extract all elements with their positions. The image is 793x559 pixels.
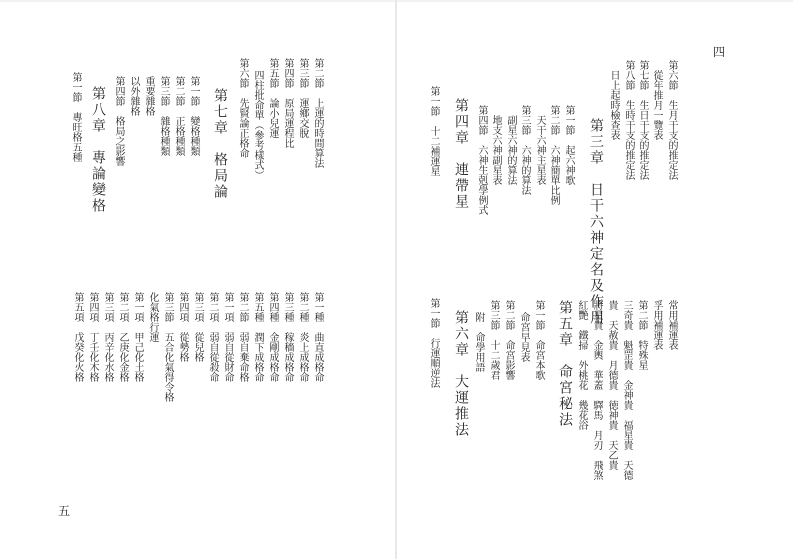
toc-entry: 常用補運表 [666, 300, 677, 350]
toc-entry: 第一項 弱自從財命 [222, 292, 233, 382]
toc-entry: 第五節 論小兒運 [267, 58, 278, 138]
toc-entry: 第三節 運鄉交脫 [297, 58, 308, 138]
toc-entry: 第四節 六神生剋學例式 [476, 105, 487, 215]
toc-entry: 第一節 變格種類 [188, 76, 199, 156]
toc-entry: 第一節 命宮本歌 [533, 300, 544, 380]
toc-entry: 附 命學用語 [473, 312, 484, 372]
toc-entry: 天干六神主星表 [534, 115, 545, 185]
toc-entry: 第二節 特殊星 [636, 300, 647, 370]
toc-entry: 地支六神副星表 [490, 115, 501, 185]
toc-entry: 第三節 十二歲君 [488, 300, 499, 380]
toc-entry: 第一節 行運順逆法 [428, 298, 439, 388]
toc-entry: 第一項 甲己化土格 [132, 292, 143, 382]
page-number-left: 五 [58, 504, 71, 518]
toc-entry: 貴 天赦貴 月德貴 徳神貴 天乙貴 [606, 300, 617, 470]
chapter-heading: 第三章 日干六神定名及作用 [588, 118, 604, 326]
toc-entry: 日上起時檢查表 [608, 70, 619, 140]
toc-entry: 第一種 曲直成格命 [312, 292, 323, 382]
toc-entry: 重要雜格 [143, 76, 154, 116]
toc-entry: 第七節 生日干支的推定法 [637, 60, 648, 180]
toc-entry: 孚用補運表 [651, 300, 662, 350]
toc-entry: 第三項 丙辛化水格 [102, 292, 113, 382]
toc-entry: 第一節 起六神歌 [563, 105, 574, 185]
chapter-heading: 第五章 命宮秘法 [557, 300, 573, 428]
toc-entry: 第二節 命宮影響 [503, 300, 514, 380]
chapter-heading: 第四章 連帶星 [453, 98, 469, 210]
toc-entry: 第三節 六神的算法 [519, 105, 530, 195]
toc-entry: 副星六神的算法 [505, 115, 516, 185]
toc-entry: 第八節 生時干支的推定法 [623, 60, 634, 180]
chapter-heading: 第八章 專論變格 [90, 86, 106, 214]
toc-entry: 第六節 先賢論正格命 [237, 58, 248, 158]
toc-entry: 第三項 從兒格 [192, 292, 203, 362]
toc-entry: 第二節 上運的時間算法 [312, 58, 323, 168]
toc-entry: 第二節 六神簡單比例 [548, 105, 559, 205]
page-number-right: 四 [713, 45, 726, 59]
toc-entry: 第二項 弱自從殺命 [207, 292, 218, 382]
toc-entry: 第六節 生月干支的推定法 [666, 60, 677, 180]
toc-entry: 三奇貴 魁罡貴 金神貴 福星貴 天德 [621, 300, 632, 480]
toc-entry: 第四種 金剛成格命 [267, 292, 278, 382]
toc-entry: 第五種 潤下成格命 [252, 292, 263, 382]
toc-entry: 命宮早見表 [518, 312, 529, 362]
toc-entry: 化氣格行運 [147, 292, 158, 342]
toc-entry: 第四節 格局之影響 [113, 76, 124, 166]
toc-entry: 第四節 原局運程比 [282, 58, 293, 148]
chapter-heading: 第六章 大運推法 [453, 310, 469, 438]
toc-entry: 以外雜格 [128, 76, 139, 116]
toc-entry: 第三節 雜格種類 [158, 76, 169, 156]
toc-entry: 第二項 乙庚化金格 [117, 292, 128, 382]
toc-entry: 第二節 正格種類 [173, 76, 184, 156]
toc-entry: 第四項 丁壬化木格 [87, 292, 98, 382]
toc-entry: 紅艷 鐵掃 外桃花 幾花浴 [576, 300, 587, 430]
book-fold [395, 0, 397, 559]
toc-entry: 第二節 弱自棄命格 [237, 292, 248, 382]
chapter-heading: 第七章 格局論 [212, 88, 228, 200]
toc-entry: 第四項 從勢格 [177, 292, 188, 362]
toc-entry: 第一節 專旺格五種 [70, 72, 81, 162]
toc-entry: 四柱批命單（參考樣式） [252, 70, 263, 180]
toc-entry: 從年推月一覽表 [651, 70, 662, 140]
toc-entry: 第二種 炎上成格命 [297, 292, 308, 382]
toc-entry: 第一節 十二補運星 [428, 86, 439, 176]
toc-entry: 第五項 戊癸化火格 [72, 292, 83, 382]
toc-entry: 第三節 五合化氣得令格 [162, 292, 173, 402]
toc-entry: 第三種 稼穡成格命 [282, 292, 293, 382]
toc-entry: 將星貴 金輿 華蓋 驛馬 月刃 飛煞 [591, 300, 602, 480]
